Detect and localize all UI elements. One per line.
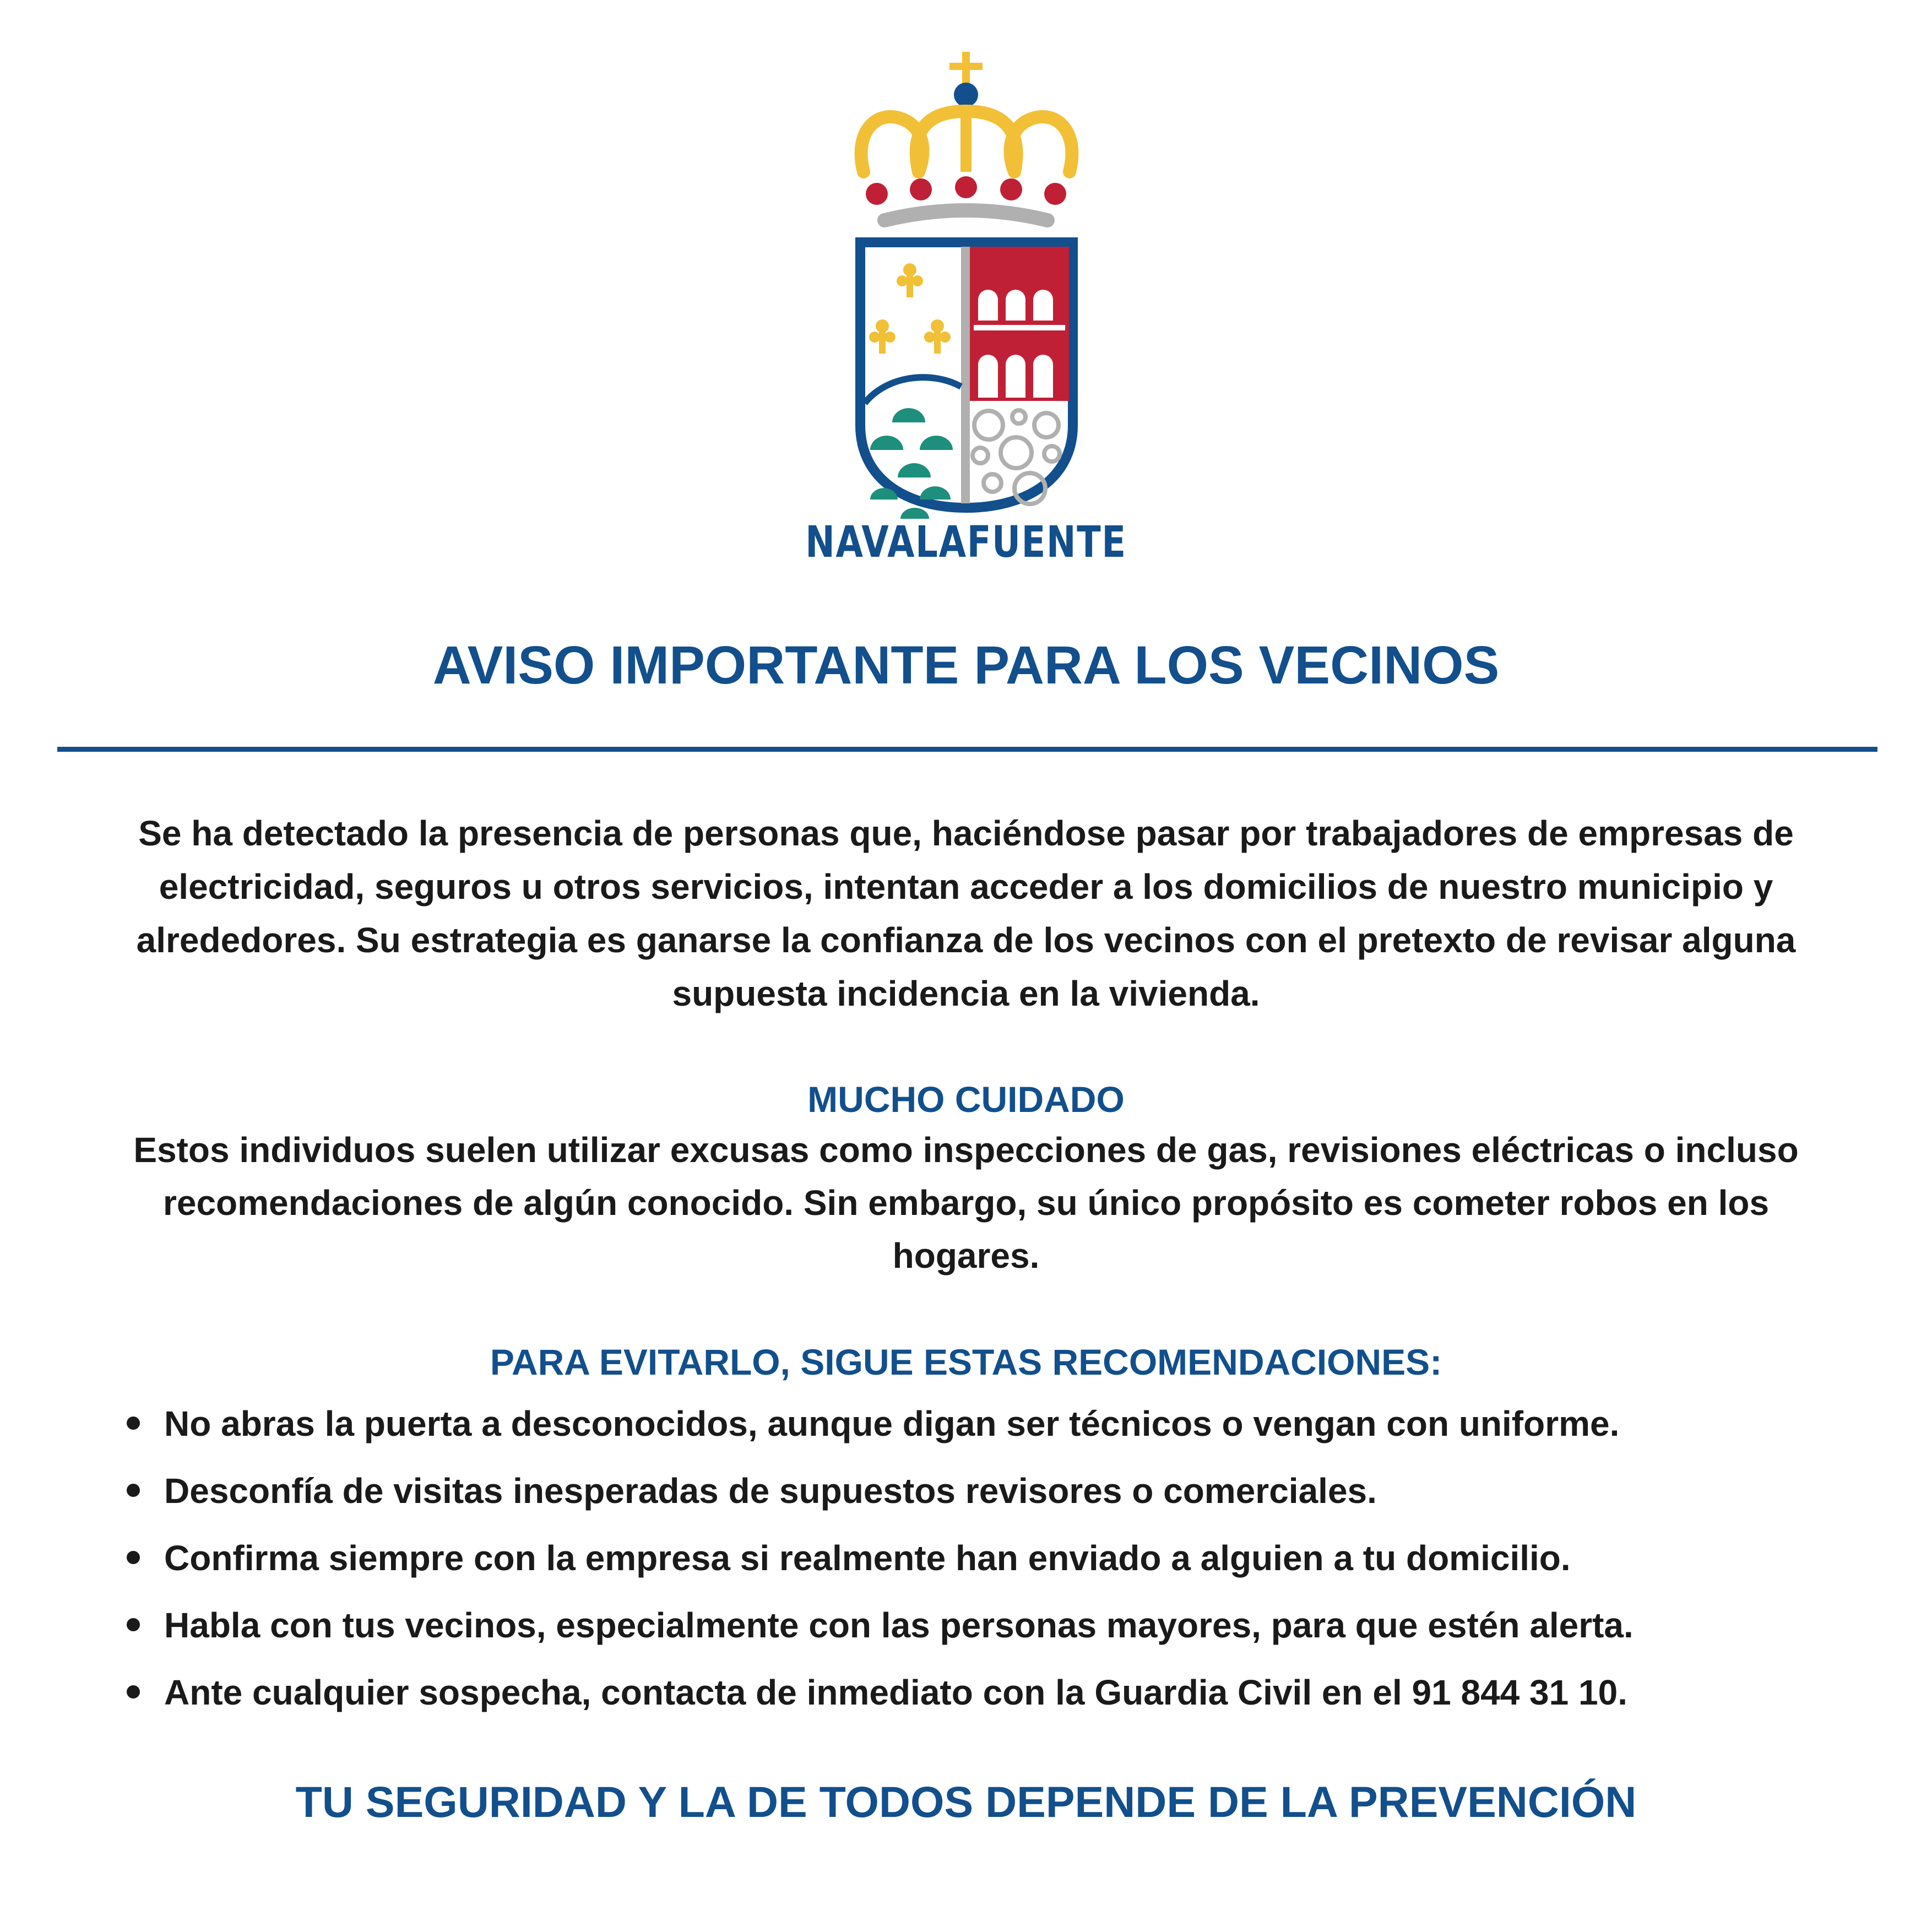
closing-slogan: TU SEGURIDAD Y LA DE TODOS DEPENDE DE LA PREVENCIÓN [295,1777,1637,1826]
list-item-text: No abras la puerta a desconocidos, aunque digan ser técnicos o vengan con uniforme. [164,1404,1620,1443]
notice-title: AVISO IMPORTANTE PARA LOS VECINOS [432,635,1500,695]
list-item-text: Desconfía de visitas inesperadas de supuestos revisores o comerciales. [164,1471,1377,1511]
list-item-text: Ante cualquier sospecha, contacta de inmediato con la Guardia Civil en el 91 844 31 10. [164,1673,1627,1712]
list-item [127,1670,1834,1738]
intro-paragraph: Se ha detectado la presencia de personas que, haciéndose pasar por trabajadores de empresas de electricidad, seguros u otros servicios, intentan acceder a los domicilios de nuestro municipio y alrededores. Su estrategia es ganarse la confianza de los vecinos con el pretexto de revisar alguna supuesta incidencia en la vivienda. [136,813,1796,1013]
list-item-text: Habla con tus vecinos, especialmente con las personas mayores, para que estén alerta. [164,1605,1633,1645]
warning-heading: MUCHO CUIDADO [807,1079,1125,1120]
list-item [127,1402,1834,1469]
list-item [127,1603,1834,1670]
list-item [127,1536,1834,1603]
list-item [127,1469,1834,1536]
list-item-text: Confirma siempre con la empresa si realmente han enviado a alguien a tu domicilio. [164,1538,1571,1578]
bullet-icon [127,1685,140,1698]
bullet-icon [127,1618,140,1631]
bullet-icon [127,1551,140,1564]
bullet-icon [127,1484,140,1497]
title-divider [57,747,1877,752]
municipality-name: NAVALAFUENTE [805,518,1127,567]
coat-of-arms-icon [848,45,1085,524]
warning-paragraph: Estos individuos suelen utilizar excusas como inspecciones de gas, revisiones eléctricas o incluso recomendaciones de algún conocido. Sin embargo, su único propósito es cometer robos en los hogares. [133,1130,1799,1276]
recommendations-heading: PARA EVITARLO, SIGUE ESTAS RECOMENDACIONES: [490,1342,1442,1382]
bullet-icon [127,1417,140,1430]
recommendations-list [127,1402,1834,1738]
